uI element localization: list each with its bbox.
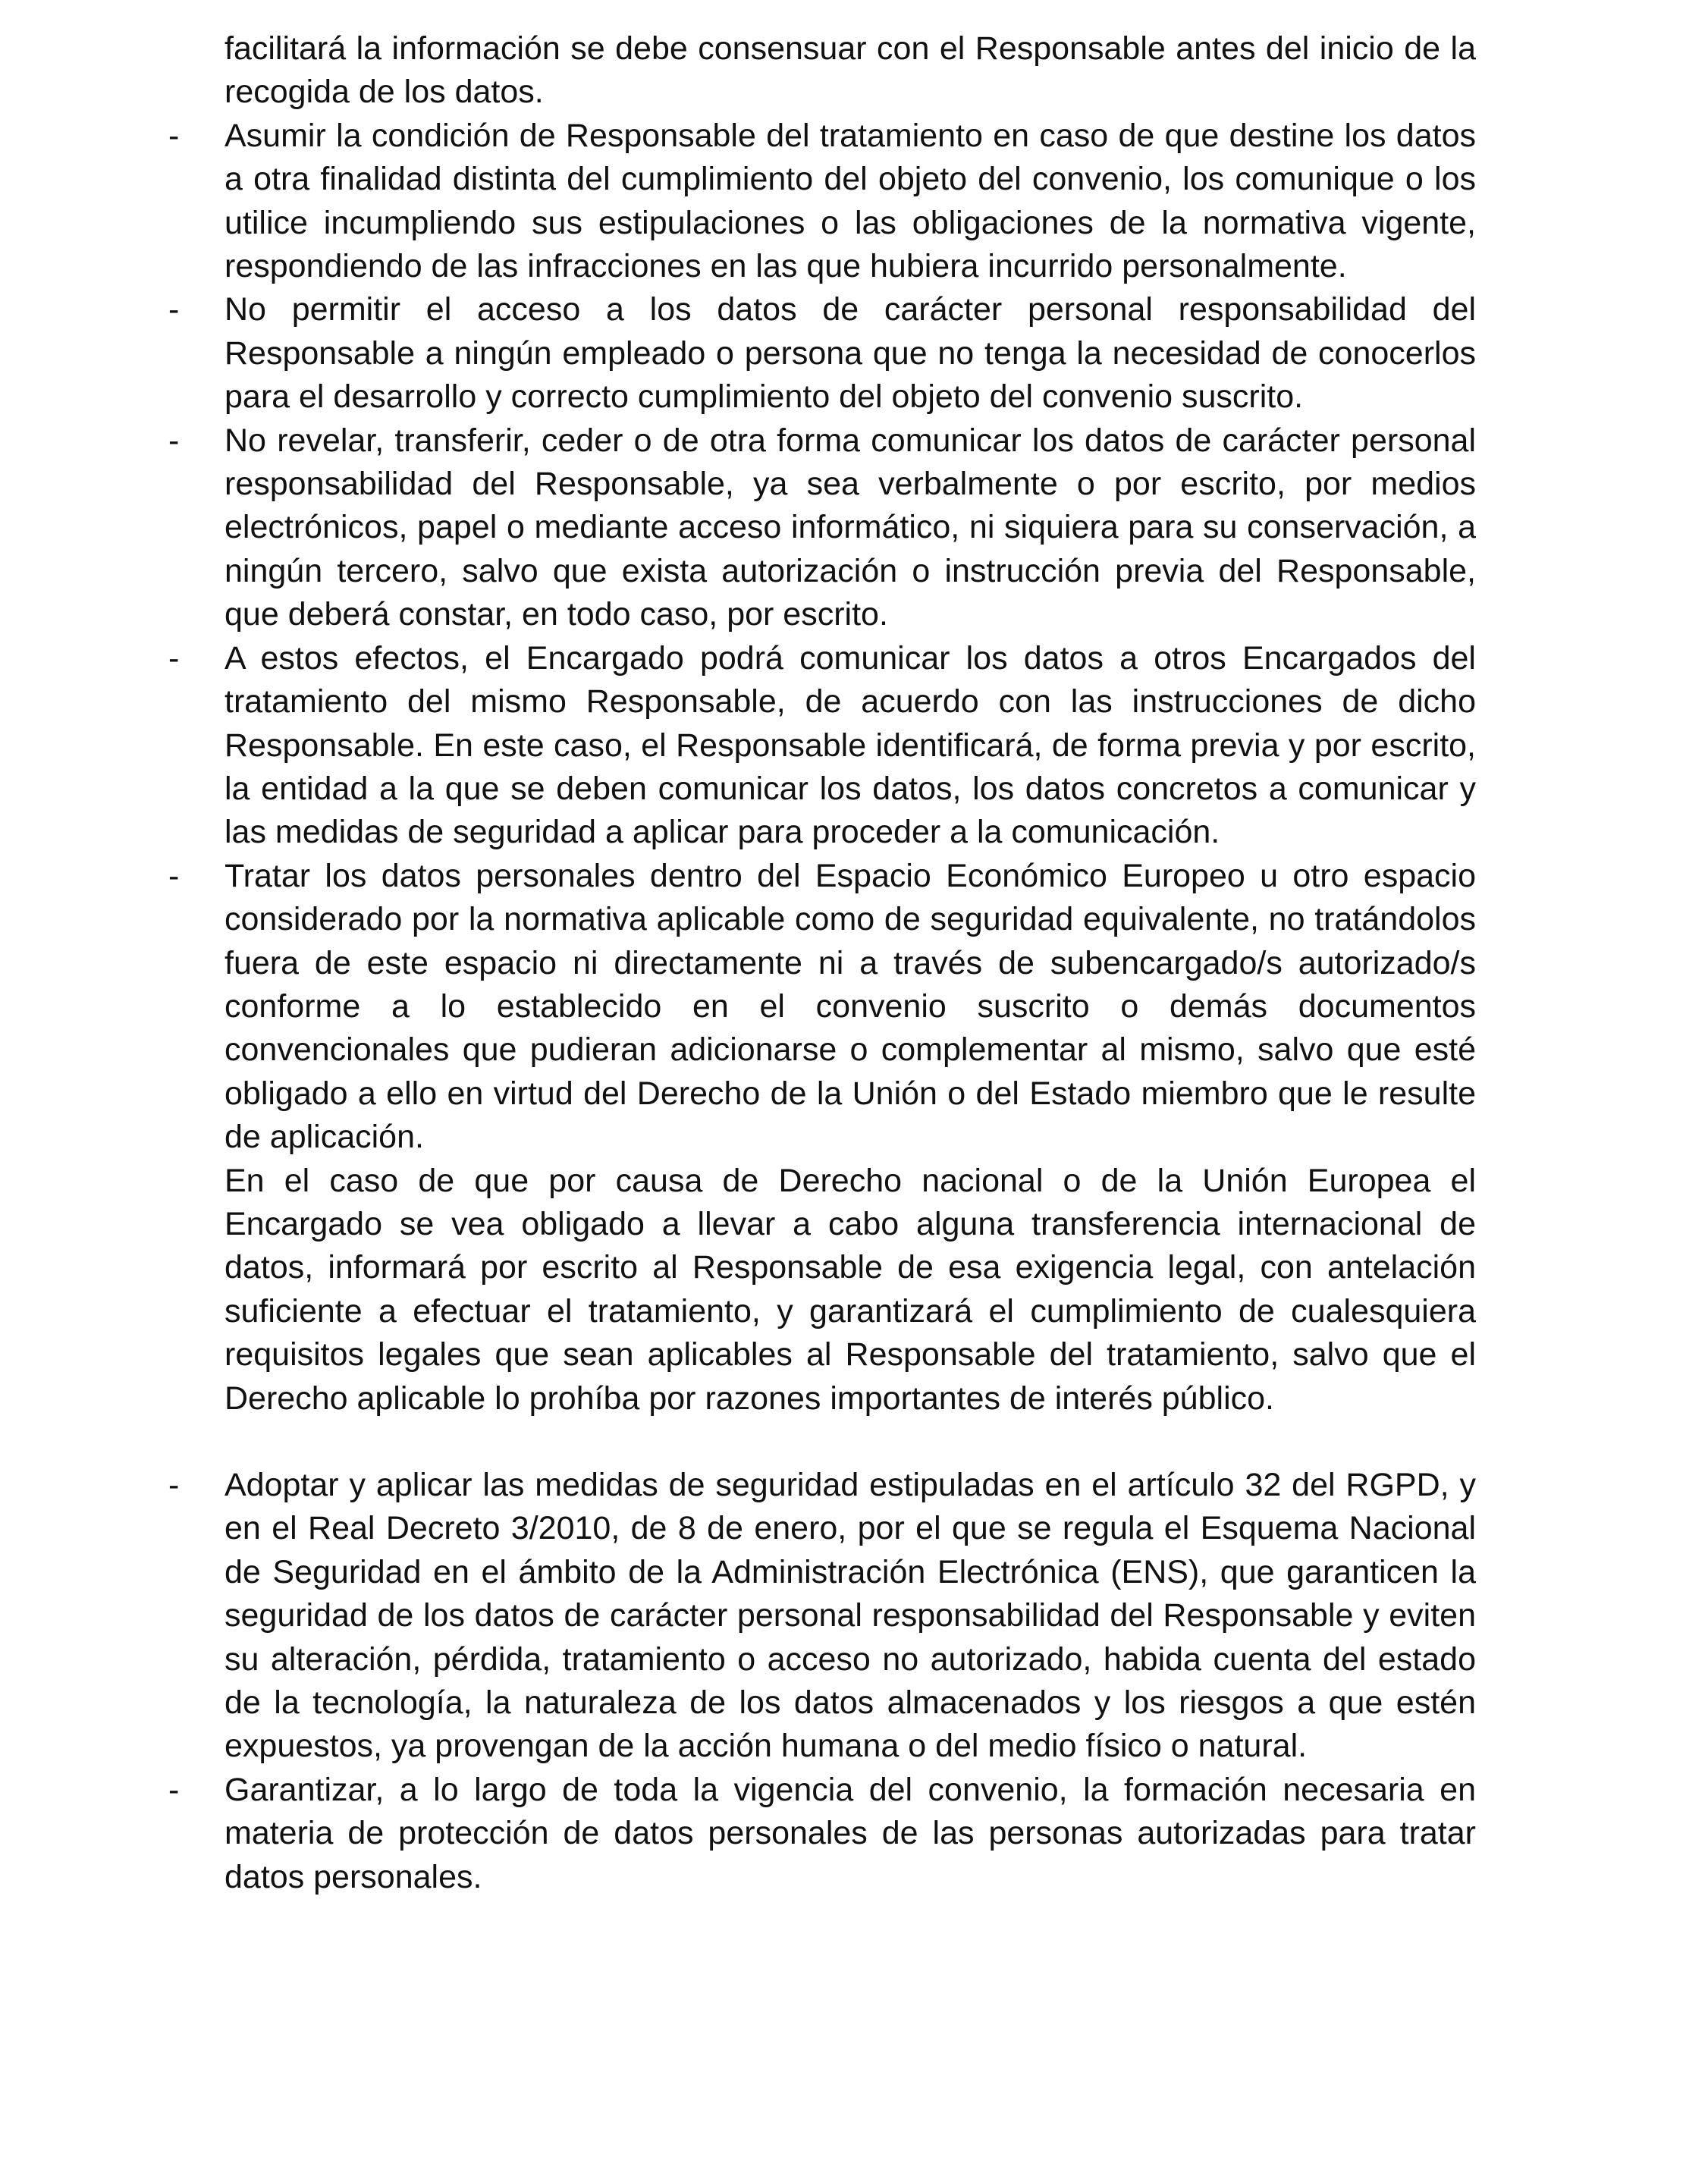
bullet-dash: - bbox=[168, 291, 180, 328]
paragraph-gap bbox=[224, 1421, 1476, 1464]
list-item bbox=[168, 1464, 1476, 1769]
list-item-continuation: En el caso de que por causa de Derecho nacional o de la Unión Europea el Encargado se vea obligado a llevar a cabo alguna transferencia internacional de datos, informará por escrito al Responsable de esa exigencia legal, con antelación suficiente a efectuar el tratamiento, y garantizará el cumplimiento de cualesquiera requisitos legales que sean aplicables al Responsable del tratamiento, salvo que el Derecho aplicable lo prohíba por razones importantes de interés público. bbox=[224, 1162, 1476, 1417]
bullet-dash: - bbox=[168, 857, 180, 894]
list-item-text: Asumir la condición de Responsable del tratamiento en caso de que destine los datos a otra finalidad distinta del cumplimiento del objeto del convenio, los comunique o los utilice incumpliendo sus estipulaciones o las obligaciones de la normativa vigente, respondiendo de las infracciones en las que hubiera incurrido personalmente. bbox=[224, 117, 1476, 285]
list-item bbox=[168, 288, 1476, 419]
list-item-text: No permitir el acceso a los datos de carácter personal responsabilidad del Responsable a ningún empleado o persona que no tenga la necesidad de conocerlos para el desarrollo y correcto cumplimiento del objeto del convenio suscrito. bbox=[224, 291, 1476, 416]
bullet-dash: - bbox=[168, 117, 180, 154]
list-item bbox=[168, 855, 1476, 1160]
list-item-text: Garantizar, a lo largo de toda la vigencia del convenio, la formación necesaria en materia de protección de datos personales de las personas autorizadas para tratar datos personales. bbox=[224, 1771, 1476, 1895]
bullet-dash: - bbox=[168, 1771, 180, 1808]
list-item-text: Tratar los datos personales dentro del Espacio Económico Europeo u otro espacio considerado por la normativa aplicable como de seguridad equivalente, no tratándolos fuera de este espacio ni directamente ni a través de subencargado/s autorizado/s conforme a lo establecido en el convenio suscrito o demás documentos convencionales que pudieran adicionarse o complementar al mismo, salvo que esté obligado a ello en virtud del Derecho de la Unión o del Estado miembro que le resulte de aplicación. bbox=[224, 857, 1476, 1156]
document-body bbox=[168, 27, 1476, 1899]
list-item bbox=[168, 419, 1476, 637]
bullet-dash: - bbox=[168, 422, 180, 459]
list-item-text: A estos efectos, el Encargado podrá comunicar los datos a otros Encargados del tratamiento del mismo Responsable, de acuerdo con las instrucciones de dicho Responsable. En este caso, el Responsable identificará, de forma previa y por escrito, la entidad a la que se deben comunicar los datos, los datos concretos a comunicar y las medidas de seguridad a aplicar para proceder a la comunicación. bbox=[224, 639, 1476, 851]
bullet-dash: - bbox=[168, 1467, 180, 1503]
list-item-text: Adoptar y aplicar las medidas de seguridad estipuladas en el artículo 32 del RGPD, y en el Real Decreto 3/2010, de 8 de enero, por el que se regula el Esquema Nacional de Seguridad en el ámbito de la Administración Electrónica (ENS), que garanticen la seguridad de los datos de carácter personal responsabilidad del Responsable y eviten su alteración, pérdida, tratamiento o acceso no autorizado, habida cuenta del estado de la tecnología, la naturaleza de los datos almacenados y los riesgos a que estén expuestos, ya provengan de la acción humana o del medio físico o natural. bbox=[224, 1467, 1476, 1765]
list-item bbox=[168, 637, 1476, 855]
list-item bbox=[168, 115, 1476, 289]
list-item bbox=[168, 1769, 1476, 1899]
list-item-text: No revelar, transferir, ceder o de otra forma comunicar los datos de carácter personal responsabilidad del Responsable, ya sea verbalmente o por escrito, por medios electrónicos, papel o mediante acceso informático, ni siquiera para su conservación, a ningún tercero, salvo que exista autorización o instrucción previa del Responsable, que deberá constar, en todo caso, por escrito. bbox=[224, 422, 1476, 633]
bullet-dash: - bbox=[168, 639, 180, 677]
intro-continuation: facilitará la información se debe consensuar con el Responsable antes del inicio de la recogida de los datos. bbox=[224, 30, 1476, 111]
